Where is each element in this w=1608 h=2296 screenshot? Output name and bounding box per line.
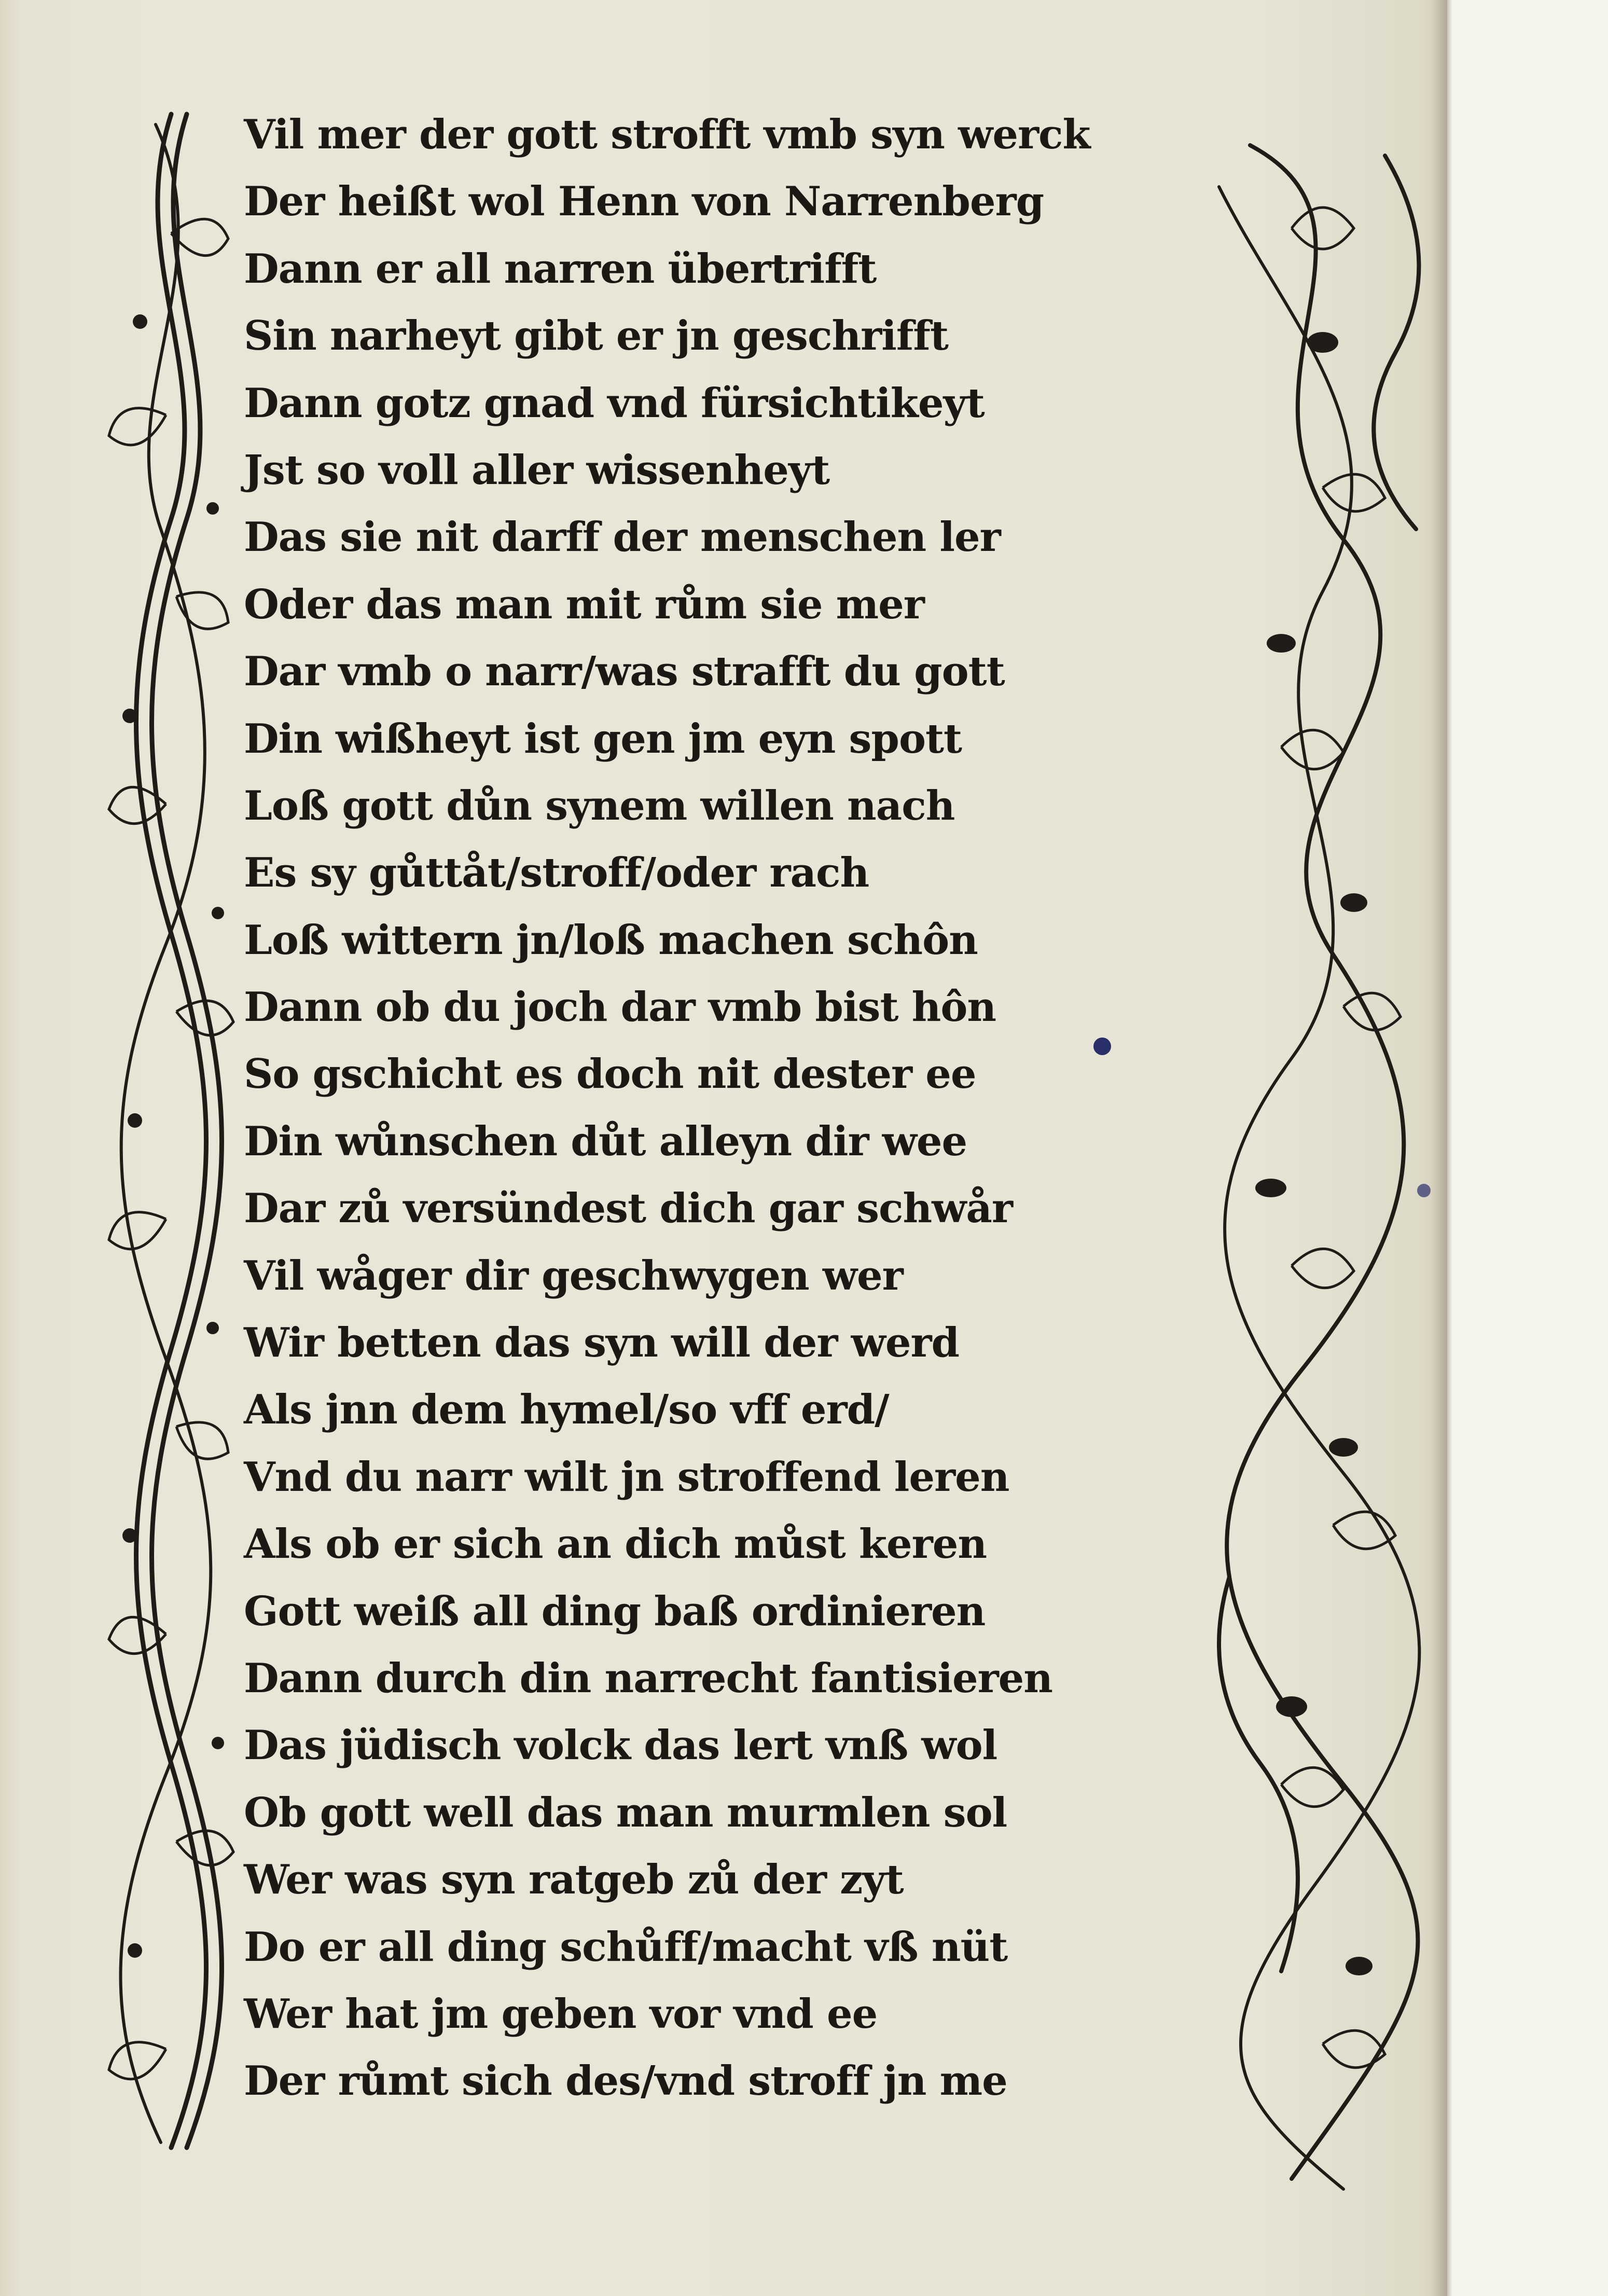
verse-line: Ob gott well das man murmlen sol (244, 1789, 1007, 1836)
verse-line: Wer was syn ratgeb zů der zyt (244, 1856, 904, 1904)
verse-line: Dann er all narren übertrifft (244, 245, 877, 293)
verse-line: Din wißheyt ist gen jm eyn spott (244, 715, 962, 763)
verse-line: Der heißt wol Henn von Narrenberg (244, 178, 1044, 226)
verse-line: Din wůnschen důt alleyn dir wee (244, 1117, 967, 1165)
ink-stain (1417, 1184, 1431, 1197)
vine-border-icon (93, 104, 244, 2153)
verse-line: Wir betten das syn will der werd (244, 1319, 960, 1367)
verse-line: Der růmt sich des/vnd stroff jn me (244, 2057, 1007, 2105)
verse-line: Vnd du narr wilt jn stroffend leren (244, 1453, 1009, 1501)
verse-line: So gschicht es doch nit dester ee (244, 1050, 976, 1098)
verse-line: Es sy gůttåt/stroff/oder rach (244, 849, 869, 897)
verse-line: Als jnn dem hymel/so vff erd/ (244, 1386, 889, 1434)
verse-line: Als ob er sich an dich můst keren (244, 1520, 987, 1568)
verse-line: Oder das man mit rům sie mer (244, 580, 924, 628)
verse-line: Vil mer der gott strofft vmb syn werck (244, 111, 1090, 158)
verse-line: Dar vmb o narr/was strafft du gott (244, 648, 1005, 696)
verse-line: Das sie nit darff der menschen ler (244, 514, 1001, 561)
verse-line: Loß wittern jn/loß machen schôn (244, 916, 978, 964)
verse-line: Wer hat jm geben vor vnd ee (244, 1990, 878, 2038)
verse-line: Vil wåger dir geschwygen wer (244, 1252, 903, 1299)
verse-line: Jst so voll aller wissenheyt (244, 446, 830, 494)
verse-text (244, 101, 1157, 2115)
verse-line: Dann gotz gnad vnd fürsichtikeyt (244, 379, 985, 427)
verse-line: Dar zů versündest dich gar schwår (244, 1185, 1013, 1233)
verse-line: Sin narheyt gibt er jn geschrifft (244, 312, 949, 360)
verse-line: Dann durch din narrecht fantisieren (244, 1654, 1053, 1702)
verse-line: Loß gott důn synem willen nach (244, 782, 955, 829)
ink-stain (1093, 1038, 1111, 1055)
verse-line: Do er all ding schůff/macht vß nüt (244, 1923, 1008, 1971)
verse-line: Dann ob du joch dar vmb bist hôn (244, 984, 996, 1031)
verse-line: Gott weiß all ding baß ordinieren (244, 1587, 986, 1635)
figurative-border-icon (1188, 125, 1458, 2200)
verse-line: Das jüdisch volck das lert vnß wol (244, 1722, 997, 1769)
